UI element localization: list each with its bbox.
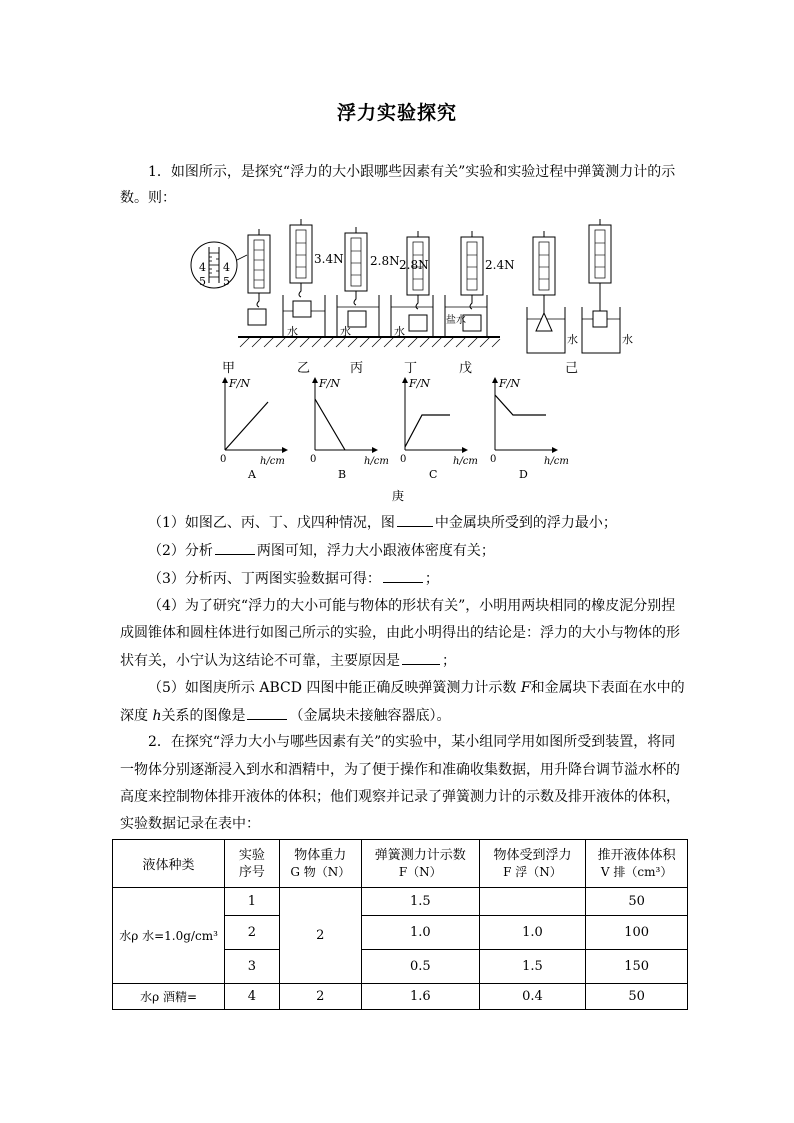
cell-seq: 1 xyxy=(225,888,280,916)
setup-ding xyxy=(391,231,433,338)
cell-volume: 150 xyxy=(586,950,688,984)
cell-buoyancy: 1.0 xyxy=(479,916,586,950)
y-axis-label: F/N xyxy=(229,377,250,390)
experiment-figure xyxy=(180,215,650,380)
sub2-text-b: 两图可知，浮力大小跟液体密度有关； xyxy=(256,543,495,559)
liquid-label: 盐水 xyxy=(446,315,466,326)
x-axis-label: h/cm xyxy=(364,456,389,467)
header-seq: 实验 序号 xyxy=(225,840,280,888)
cell-seq: 3 xyxy=(225,950,280,984)
sub5-var-f: F xyxy=(520,680,531,696)
magnified-scale xyxy=(191,242,247,288)
sub3-text-a: （3）分析丙、丁两图实验数据可得： xyxy=(148,571,381,587)
figure-label: 己 xyxy=(565,361,579,376)
figure-label: 乙 xyxy=(297,361,311,376)
setup-jia xyxy=(248,229,270,325)
reading-ding: 2.8N xyxy=(399,258,429,272)
liquid-label: 水 xyxy=(622,333,633,346)
q1-sub5-line1 xyxy=(148,678,685,698)
q1-sub2 xyxy=(148,540,495,561)
cell-reading: 1.5 xyxy=(361,888,479,916)
table-row xyxy=(113,888,688,916)
cell-volume: 50 xyxy=(586,888,688,916)
alcohol-label: 水ρ 酒精= xyxy=(113,984,225,1010)
q1-sub4-line2: 成圆锥体和圆柱体进行如图己所示的实验，由此小明得出的结论是：浮力的大小与物体的形 xyxy=(120,625,680,641)
cell-reading: 1.0 xyxy=(361,916,479,950)
q1-sub4-line1: （4）为了研究“浮力的大小可能与物体的形状有关”，小明用两块相同的橡皮泥分别捏 xyxy=(148,598,676,614)
origin-label: 0 xyxy=(310,454,317,465)
graph-d xyxy=(490,377,569,481)
cell-volume: 50 xyxy=(586,984,688,1010)
answer-blank[interactable] xyxy=(383,568,423,583)
sub1-text-a: （1）如图乙、丙、丁、戊四种情况，图 xyxy=(148,515,395,531)
answer-blank[interactable] xyxy=(397,512,433,527)
q2-line4: 实验数据记录在表中： xyxy=(120,816,260,832)
answer-blank[interactable] xyxy=(402,650,440,665)
q1-intro-line2: 数。则： xyxy=(120,190,176,206)
sub5-text-e: （金属块未接触容器底）。 xyxy=(289,708,451,724)
water-label: 水ρ 水=1.0g/cm³ xyxy=(113,888,225,984)
sub1-text-b: 中金属块所受到的浮力最小； xyxy=(434,515,617,531)
answer-blank[interactable] xyxy=(247,705,287,720)
reading-bing: 2.8N xyxy=(370,254,400,268)
graph-caption: 庚 xyxy=(392,489,405,503)
cell-reading: 0.5 xyxy=(361,950,479,984)
x-axis-label: h/cm xyxy=(453,456,478,467)
q2-line1: 2．在探究“浮力大小与哪些因素有关”的实验中，某小组同学用如图所受到装置，将同 xyxy=(148,734,676,750)
data-table xyxy=(112,839,688,1010)
liquid-label: 水 xyxy=(567,333,578,346)
cell-gravity: 2 xyxy=(279,984,361,1010)
q2-line3: 高度来控制物体排开液体的体积；他们观察并记录了弹簧测力计的示数及排开液体的体积， xyxy=(120,789,680,805)
liquid-label: 水 xyxy=(394,325,405,338)
sub5-text-a: （5）如图庚所示 ABCD 四图中能正确反映弹簧测力计示数 xyxy=(148,680,521,696)
sub5-var-h: h xyxy=(152,708,162,724)
header-buoyancy: 物体受到浮力 F 浮（N） xyxy=(479,840,586,888)
graphs-figure xyxy=(210,375,590,485)
scale-mark: 4 xyxy=(223,261,230,274)
setup-yi xyxy=(283,219,344,338)
origin-label: 0 xyxy=(490,454,497,465)
q2-line2: 一物体分别逐渐浸入到水和酒精中，为了便于操作和准确收集数据，用升降台调节溢水杯的 xyxy=(120,762,680,778)
setup-ji xyxy=(527,219,633,353)
table-header-row xyxy=(113,840,688,888)
liquid-label: 水 xyxy=(287,325,298,338)
cell-seq: 2 xyxy=(225,916,280,950)
sub2-text-a: （2）分析 xyxy=(148,543,213,559)
answer-blank[interactable] xyxy=(215,540,255,555)
y-axis-label: F/N xyxy=(409,377,430,390)
cell-reading: 1.6 xyxy=(361,984,479,1010)
q1-sub1 xyxy=(148,512,617,533)
header-volume: 推开液体体积 V 排（cm³） xyxy=(586,840,688,888)
sub5-text-c: 深度 xyxy=(120,708,153,724)
table-row xyxy=(113,984,688,1010)
scale-mark: 4 xyxy=(199,261,206,274)
q1-intro-line1: 1．如图所示，是探究“浮力的大小跟哪些因素有关”实验和实验过程中弹簧测力计的示 xyxy=(148,164,676,180)
setup-wu xyxy=(445,231,515,337)
sub4-text-b: ； xyxy=(442,653,456,669)
y-axis-label: F/N xyxy=(319,377,340,390)
figure-label: 丁 xyxy=(404,361,418,376)
cell-volume: 100 xyxy=(586,916,688,950)
setup-bing xyxy=(337,227,400,338)
x-axis-label: h/cm xyxy=(544,456,569,467)
figure-label: 戊 xyxy=(459,361,473,376)
reading-wu: 2.4N xyxy=(485,258,515,272)
cell-buoyancy: 1.5 xyxy=(479,950,586,984)
sub5-text-b: 和金属块下表面在水中的 xyxy=(530,680,685,696)
liquid-label: 水 xyxy=(340,325,351,338)
header-gravity: 物体重力 G 物（N） xyxy=(279,840,361,888)
figure-label: 丙 xyxy=(350,361,364,376)
graph-letter: D xyxy=(519,468,528,481)
reading-yi: 3.4N xyxy=(314,252,344,266)
origin-label: 0 xyxy=(220,454,227,465)
sub3-text-b: ； xyxy=(424,571,439,587)
x-axis-label: h/cm xyxy=(260,456,285,467)
q1-sub4-line3 xyxy=(120,650,456,671)
origin-label: 0 xyxy=(400,454,407,465)
sub4-text-a: 状有关，小宁认为这结论不可靠，主要原因是 xyxy=(120,653,400,669)
graph-b xyxy=(310,377,389,481)
graph-a xyxy=(220,377,285,481)
header-reading: 弹簧测力计示数 F（N） xyxy=(361,840,479,888)
cell-seq: 4 xyxy=(225,984,280,1010)
cell-gravity: 2 xyxy=(279,888,361,984)
page-title: 浮力实验探究 xyxy=(336,102,457,124)
cell-buoyancy: 0.4 xyxy=(479,984,586,1010)
figure-label: 甲 xyxy=(222,361,236,376)
y-axis-label: F/N xyxy=(499,377,520,390)
table-ground xyxy=(238,337,500,347)
scale-mark: 5 xyxy=(223,275,230,288)
graph-letter: C xyxy=(429,468,438,481)
graph-letter: B xyxy=(338,468,347,481)
q1-sub3 xyxy=(148,568,439,589)
graph-letter: A xyxy=(248,468,256,481)
q1-sub5-line2 xyxy=(120,705,450,726)
scale-mark: 5 xyxy=(199,275,206,288)
graph-c xyxy=(400,377,478,481)
header-liquid: 液体种类 xyxy=(113,840,225,888)
sub5-text-d: 关系的图像是 xyxy=(161,708,246,724)
cell-buoyancy xyxy=(479,888,586,916)
